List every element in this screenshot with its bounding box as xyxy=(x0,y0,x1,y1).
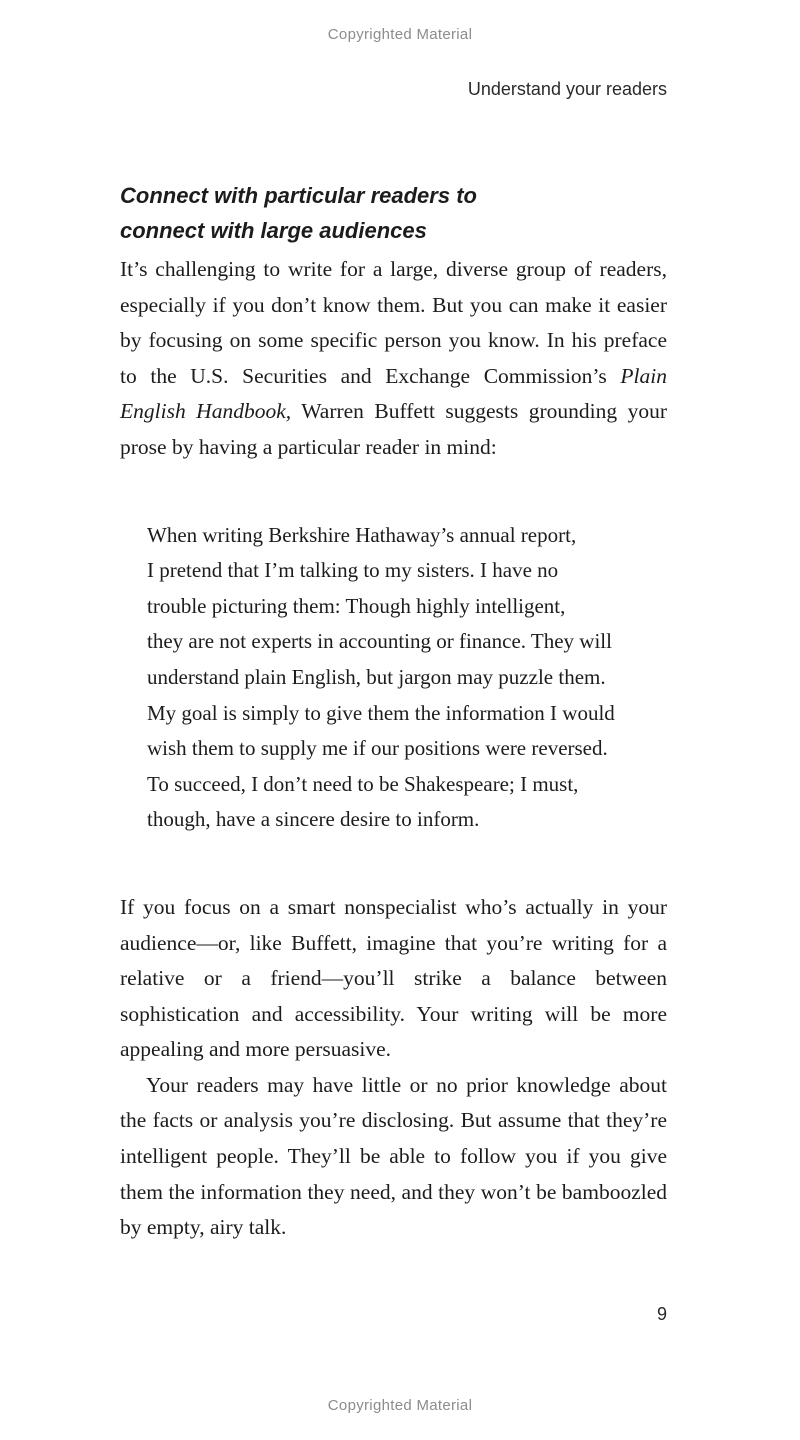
quote-line: they are not experts in accounting or finance. They will xyxy=(147,629,612,654)
quote-line: though, have a sincere desire to inform. xyxy=(147,807,480,832)
paragraph-intro-text-a: It’s challenging to write for a large, diverse group of readers, especially if you don’t know them. But you can make it easier by focusing on some specific person you know. In his preface to the U.S. Securities and Exchange Commission’s xyxy=(120,257,667,388)
quote-line: To succeed, I don’t need to be Shakespeare; I must, xyxy=(147,771,579,796)
section-heading xyxy=(120,178,667,248)
paragraph-intro xyxy=(120,252,667,466)
quote-line: trouble picturing them: Though highly intelligent, xyxy=(147,593,566,618)
quote-line: I pretend that I’m talking to my sisters. I have no xyxy=(147,558,559,583)
quote-line: understand plain English, but jargon may puzzle them. xyxy=(147,664,606,689)
section-heading-line-1: Connect with particular readers to xyxy=(120,183,477,208)
paragraph-intro-text-b: Warren Buffett suggests grounding your prose by having a particular reader in mind: xyxy=(120,399,667,459)
buffett-quote xyxy=(147,518,667,838)
page-body xyxy=(120,178,667,1246)
quote-line: wish them to supply me if our positions were reversed. xyxy=(147,736,608,761)
section-heading-line-2: connect with large audiences xyxy=(120,218,427,243)
handbook-title: Plain English Handbook, xyxy=(120,363,667,424)
paragraph-prior-knowledge: Your readers may have little or no prior knowledge about the facts or analysis you’re disclosing. But assume that they’re intelligent people. They’ll be able to follow you if you give them the information they need, and they won’t be bamboozled by empty, airy talk. xyxy=(120,1072,667,1240)
quote-line: My goal is simply to give them the information I would xyxy=(147,700,615,725)
page-number: 9 xyxy=(656,1304,667,1324)
quote-line: When writing Berkshire Hathaway’s annual report, xyxy=(147,522,577,547)
paragraph-nonspecialist: If you focus on a smart nonspecialist who’s actually in your audience—or, like Buffett, imagine that you’re writing for a relative or a friend—you’ll strike a balance between sophistication and accessibility. Your writing will be more appealing and more persuasive. xyxy=(120,894,667,1062)
copyright-watermark-bottom: Copyrighted Material xyxy=(327,1397,473,1414)
running-head: Understand your readers xyxy=(467,79,667,99)
copyright-watermark-top: Copyrighted Material xyxy=(327,26,473,43)
